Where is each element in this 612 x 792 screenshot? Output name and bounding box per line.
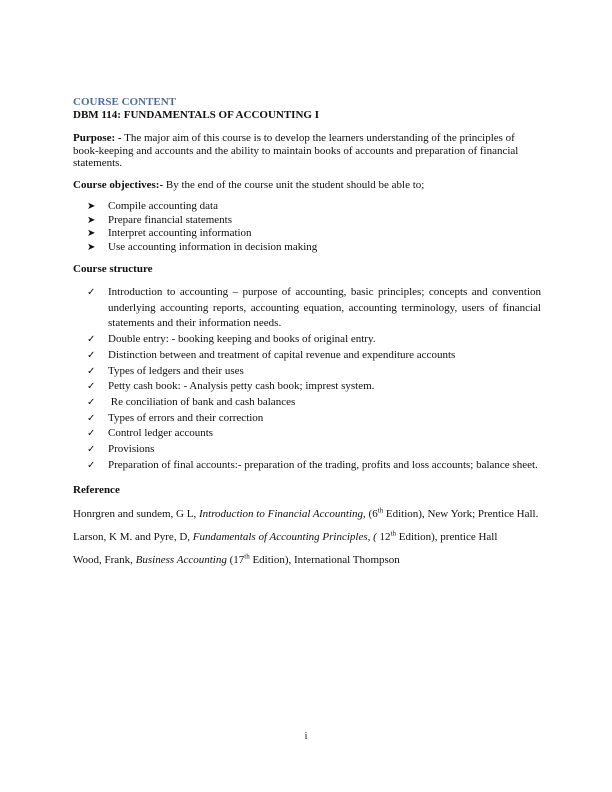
list-item-text: Re conciliation of bank and cash balances (108, 395, 296, 408)
reference-authors: Wood, Frank, (73, 554, 136, 567)
reference-entry (73, 508, 541, 521)
section-label: COURSE CONTENT (73, 96, 176, 108)
course-title: DBM 114: FUNDAMENTALS OF ACCOUNTING I (73, 109, 319, 121)
checkmark-bullet-icon: ✓ (87, 381, 96, 393)
list-item-text: Preparation of final accounts:- preparation of the trading, profits and loss accounts; balance sheet. (108, 458, 538, 471)
purpose-label: Purpose: - (73, 132, 122, 144)
objectives-list (73, 200, 541, 254)
list-item (87, 411, 541, 427)
reference-edition: (17 (226, 554, 245, 567)
edition-superscript: th (244, 552, 250, 561)
list-item-text: Prepare financial statements (108, 213, 233, 226)
list-item-text: Distinction between and treatment of capital revenue and expenditure accounts (108, 348, 456, 361)
checkmark-bullet-icon: ✓ (87, 365, 96, 377)
list-item-text: Double entry: - booking keeping and books of original entry. (108, 333, 376, 346)
checkmark-bullet-icon: ✓ (87, 334, 96, 346)
list-item (87, 227, 541, 240)
checkmark-bullet-icon: ✓ (87, 349, 96, 361)
reference-publisher: Edition), International Thompson (249, 554, 400, 567)
reference-publisher: Edition), New York; Prentice Hall. (383, 508, 539, 521)
reference-edition: (6 (365, 508, 378, 521)
list-item (87, 241, 541, 254)
arrowhead-bullet-icon: ➤ (87, 214, 96, 226)
reference-title: Business Accounting (135, 554, 227, 567)
edition-superscript: th (377, 506, 384, 515)
checkmark-bullet-icon: ✓ (87, 287, 96, 298)
checkmark-bullet-icon: ✓ (87, 428, 96, 440)
objectives-label: Course objectives:- (73, 178, 164, 191)
page-number: i (304, 731, 308, 742)
list-item (87, 426, 541, 442)
list-item-text: Provisions (108, 443, 155, 456)
document-page (73, 96, 541, 567)
objectives-paragraph (73, 179, 541, 192)
checkmark-bullet-icon: ✓ (87, 396, 96, 408)
reference-publisher: Edition), prentice Hall (396, 531, 498, 544)
reference-authors: Larson, K M. and Pyre, D, (73, 531, 193, 544)
reference-entry (73, 531, 541, 544)
list-item (87, 200, 541, 213)
arrowhead-bullet-icon: ➤ (87, 241, 96, 253)
list-item-text: Types of ledgers and their uses (108, 364, 244, 377)
list-item (87, 214, 541, 227)
list-item (87, 458, 541, 474)
list-item-text: Petty cash book: - Analysis petty cash book; imprest system. (108, 380, 375, 393)
objectives-intro: By the end of the course unit the student should be able to; (163, 178, 425, 191)
purpose-text: The major aim of this course is to develop the learners understanding of the principles of book-keeping and accounts and the ability to maintain books of accounts and preparation of financial statements. (73, 132, 519, 170)
list-item-text: Use accounting information in decision making (108, 240, 318, 253)
list-item-text: Compile accounting data (108, 200, 218, 213)
arrowhead-bullet-icon: ➤ (87, 228, 96, 240)
reference-heading: Reference (73, 484, 120, 497)
list-item (87, 285, 541, 332)
arrowhead-bullet-icon: ➤ (87, 201, 96, 213)
purpose-paragraph (73, 132, 541, 170)
list-item-text: Interpret accounting information (108, 227, 252, 240)
reference-title: Introduction to Financial Accounting, (198, 508, 366, 521)
edition-superscript: th (390, 529, 396, 538)
list-item (87, 395, 541, 411)
reference-title: Fundamentals of Accounting Principles, ( (192, 531, 377, 544)
list-item (87, 364, 541, 380)
structure-list (73, 285, 541, 473)
reference-authors: Honrgren and sundem, G L, (73, 508, 199, 521)
list-item (87, 379, 541, 395)
structure-heading: Course structure (73, 263, 153, 275)
checkmark-bullet-icon: ✓ (87, 412, 96, 424)
reference-entry (73, 554, 541, 567)
checkmark-bullet-icon: ✓ (87, 444, 96, 456)
checkmark-bullet-icon: ✓ (87, 459, 96, 471)
list-item (87, 332, 541, 348)
list-item (87, 348, 541, 364)
list-item (87, 442, 541, 458)
reference-edition: 12 (376, 531, 391, 544)
list-item-text: Control ledger accounts (108, 427, 214, 440)
list-item-text: Types of errors and their correction (108, 411, 264, 424)
list-item-text: Introduction to accounting – purpose of accounting, basic principles; concepts and convention underlying accounting reports, accounting equation, accounting terminology, users of financial statements and their information needs. (108, 286, 541, 330)
